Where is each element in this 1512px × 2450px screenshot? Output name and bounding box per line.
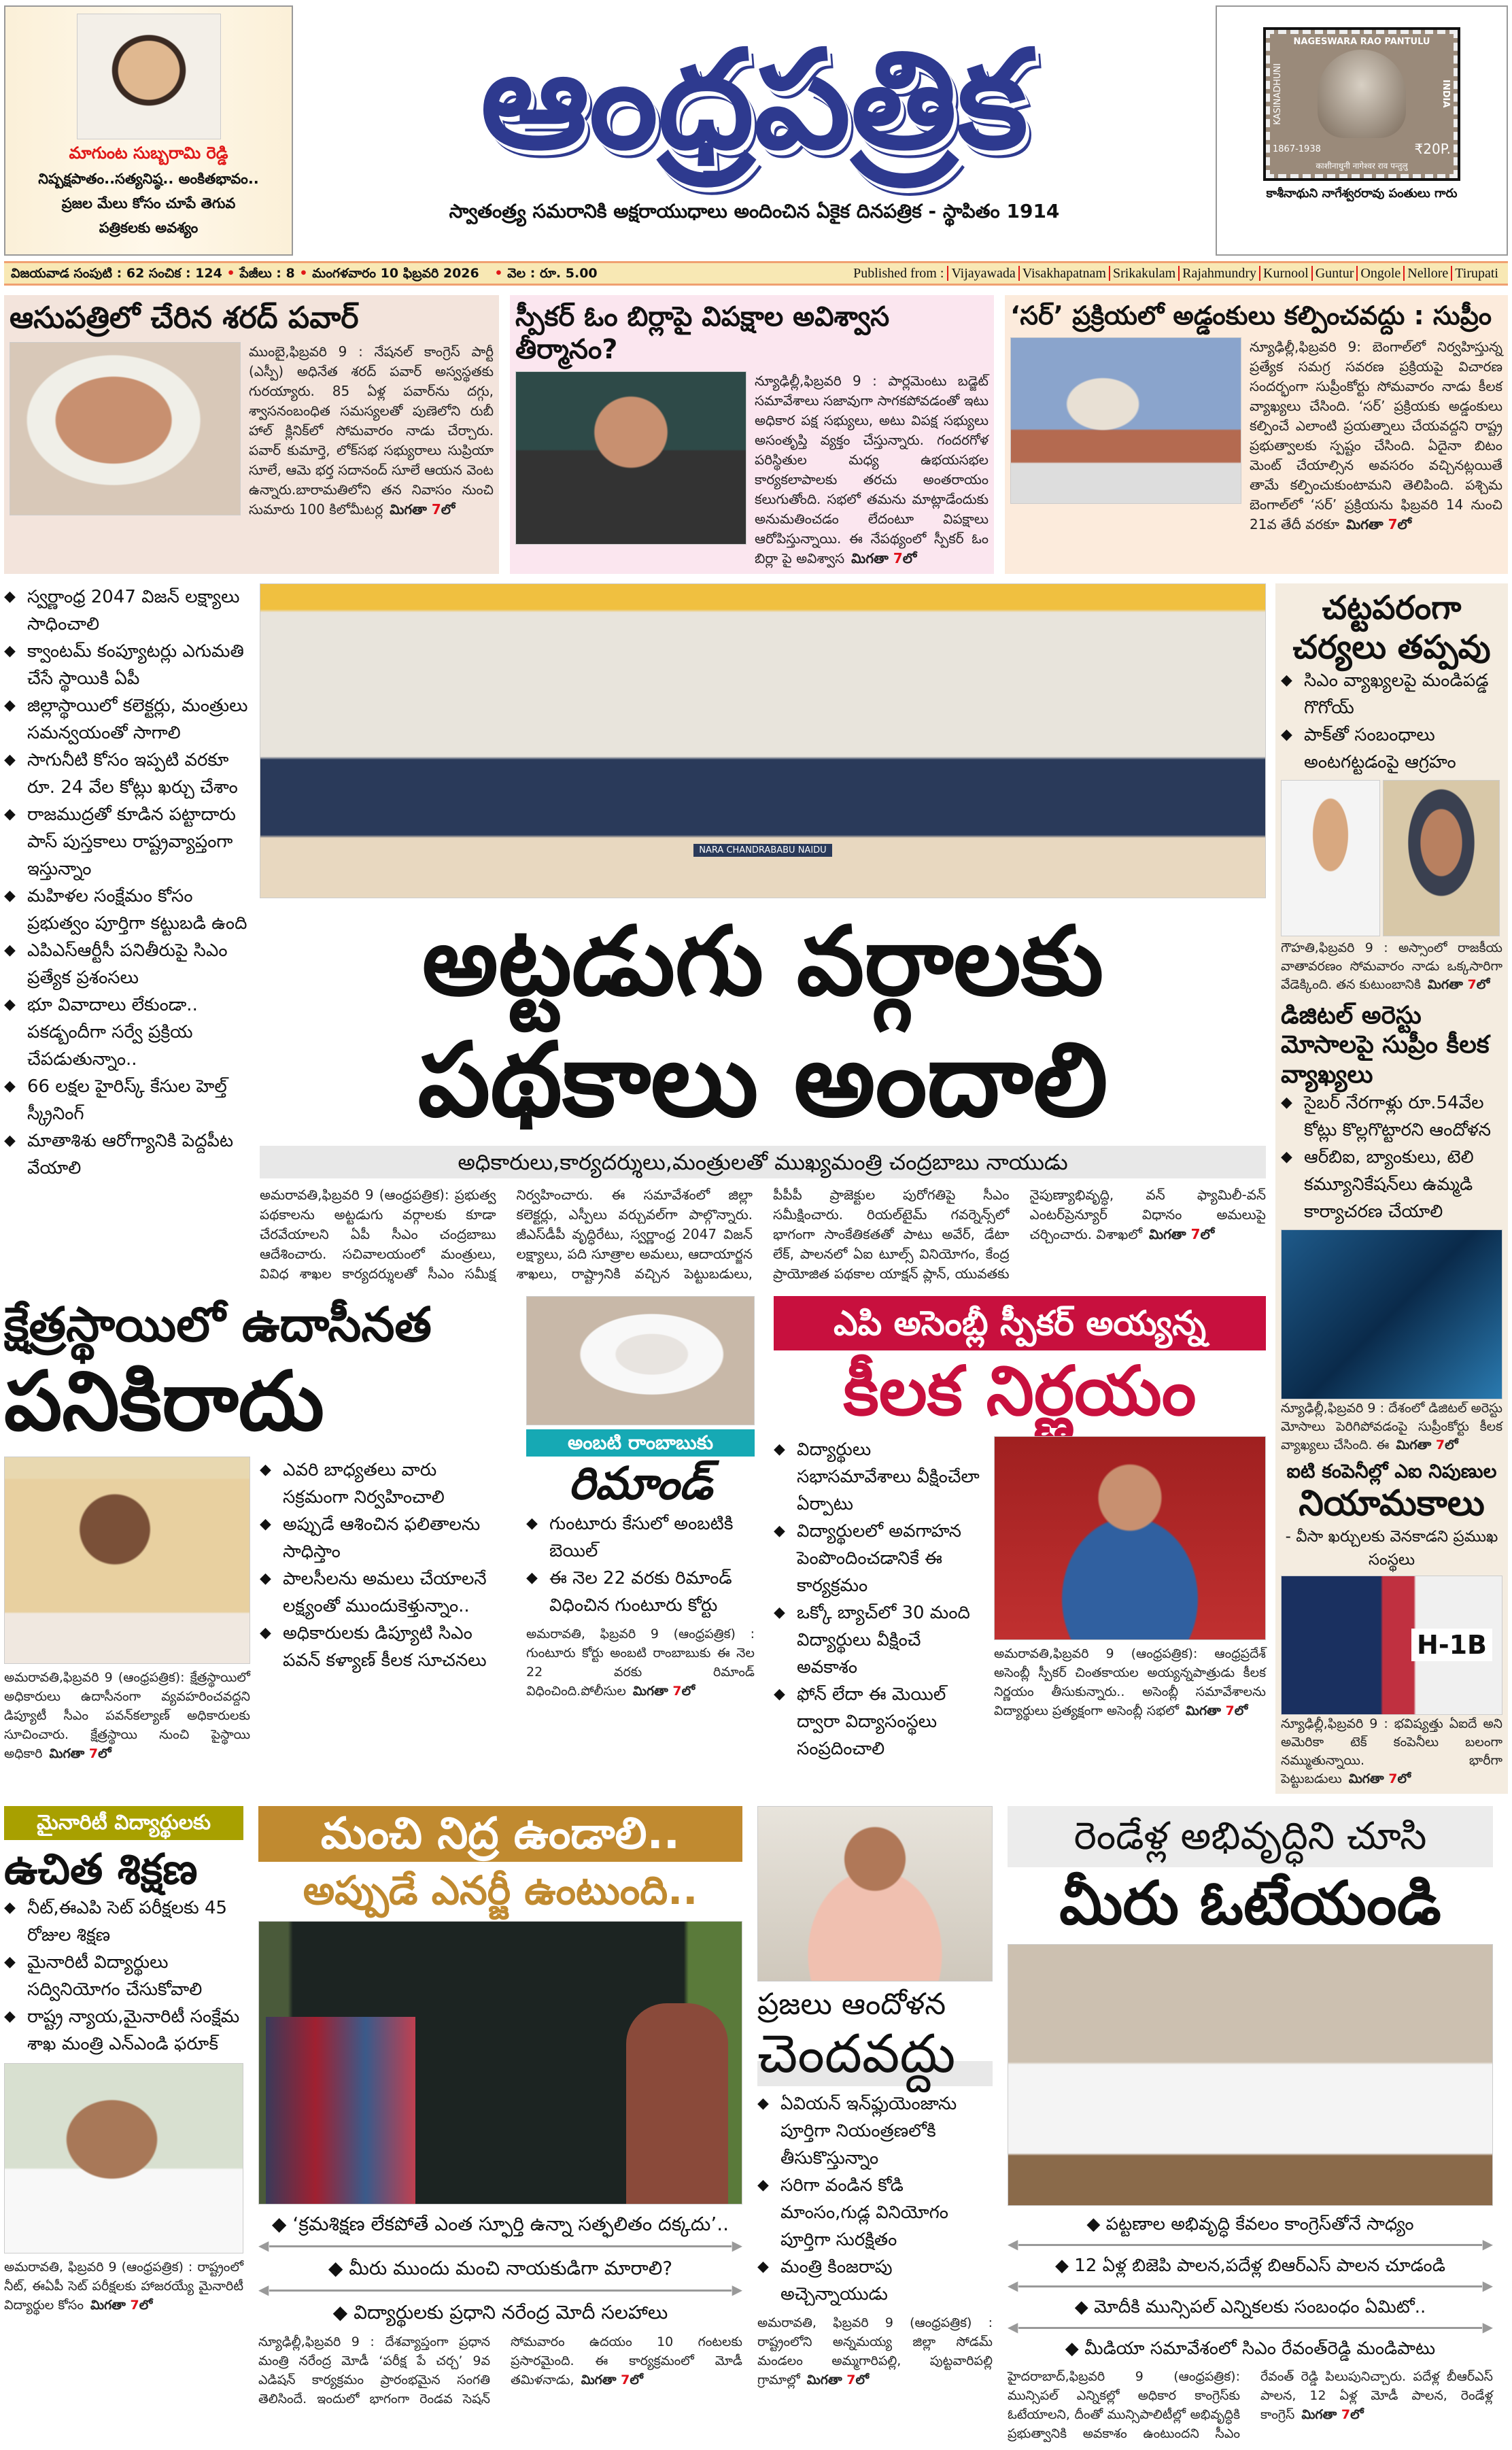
quote-line: ప్రజల మేలు కోసం చూపే తెగువ: [61, 195, 236, 211]
ambati-body: అమరావతి, ఫిబ్రవరి 9 (ఆంధ్రపత్రిక) : గుంటూరు కోర్టు అంబటి రాంబాబుకు ఈ నెల 22 వరకు రిమాండ్ విధించింది.పోలీసుల మిగతా 7లో: [526, 1627, 755, 1699]
bullet-item: ◆ స్వర్ణాంధ్ర 2047 విజన్ లక్ష్యాలు సాధించాలి: [4, 583, 250, 638]
stamp-side-right: INDIA: [1441, 80, 1451, 108]
pages-info: పేజీలు : 8: [239, 266, 295, 281]
main-left: [4, 583, 1266, 1763]
revanth-headline-line1[interactable]: రెండేళ్ల అభివృద్ధిని చూసి: [1008, 1806, 1493, 1867]
story-body: న్యూఢిల్లీ,ఫిబ్రవరి 9: బెంగాల్‌లో నిర్వహిస్తున్న ప్రత్యేక సమగ్ర సవరణ ప్రక్రియపై విచారణ సందర్భంగా సుప్రీంకోర్టు సోమవారం నాడు కీలక వ్యాఖ్యలు చేసింది. ‘సర్’ ప్రక్రియకు అడ్డంకులు కల్పించే ఎలాంటి ప్రయత్నాలు చేయవద్దని రాష్ట్ర ప్రభుత్వాలకు స్పష్టం చేసింది. ఏదైనా బిటం మెంట్ చేయాల్సిన అవసరం వచ్చినట్లయితే తామే కల్పించుకుంటామని తెలిపింది. పశ్చిమ బెంగాల్‌లో ‘సర్’ ప్రక్రియను ఫిబ్రవరి 14 నుంచి 21వ తేదీ వరకూ మిగతా 7లో: [1250, 338, 1502, 532]
pawan-story[interactable]: [4, 1296, 507, 1763]
continued-link[interactable]: మిగతా 7లో: [49, 1746, 111, 1761]
ai-hiring-body: న్యూఢిల్లీ,ఫిబ్రవరి 9 : భవిష్యత్తు ఏఐదే అని అమెరికా టెక్ కంపెనీలు బలంగా నమ్ముతున్నాయి. భారీగా పెట్టుబడులు మిగతా 7లో: [1281, 1716, 1502, 1786]
modi-figure: [626, 2003, 728, 2204]
ai-hiring-kicker: ఐటి కంపెనీల్లో ఎఐ నిపుణుల: [1286, 1459, 1497, 1482]
continued-link[interactable]: మిగతా 7లో: [1396, 1437, 1458, 1452]
price: వెల : రూ. 5.00: [507, 266, 598, 281]
minority-banner: మైనారిటీ విద్యార్థులకు: [4, 1806, 243, 1840]
bullet-item: ◆ విద్యార్థులలో అవగాహన పెంపొందించడానికే ఈ కార్యక్రమం: [774, 1518, 986, 1599]
stamp-top-text: NAGESWARA RAO PANTULU: [1293, 37, 1430, 47]
h1b-visa-photo: [1281, 1576, 1502, 1715]
story-body: న్యూఢిల్లీ,ఫిబ్రవరి 9 : పార్లమెంటు బడ్జెట్ సమావేశాలు సజావుగా సాగకపోవడంతో ఇటు అధికార పక్ష సభ్యులు, అటు విపక్ష సభ్యులు అసంతృప్తి వ్యక్తం చేస్తున్నారు. గందరగోళ పరిస్థితుల మధ్య ఉభయసభల కార్యకలాపాలకు తరచు అంతరాయం కలుగుతోంది. సభలో తమను మాట్లాడేందుకు అనుమతించడం లేదంటూ విపక్షాలు ఆరోపిస్తున్నాయి. ఈ నేపథ్యంలో స్పీకర్ ఓం బిర్లా పై అవిశ్వాస మిగతా 7లో: [755, 373, 989, 566]
header-stamp-panel: [1216, 5, 1508, 256]
bullet-item: ◆ అధికారులకు డిప్యూటి సిఎం పవన్ కళ్యాణ్ కీలక సూచనలు: [260, 1620, 506, 1674]
modi-points: [258, 2210, 742, 2327]
bullet-item: ◆ ఈ నెల 22 వరకు రిమాండ్ విధించిన గుంటూరు కోర్టు: [526, 1565, 755, 1619]
cyber-crime-photo: [1281, 1229, 1502, 1399]
digital-arrest-bullets: [1281, 1089, 1502, 1225]
continued-link[interactable]: మిగతా 7లో: [632, 1684, 695, 1699]
modi-headline[interactable]: అప్పుడే ఎనర్జీ ఉంటుంది..: [303, 1867, 698, 1913]
minority-bullets: [4, 1894, 243, 2058]
ambati-banner: అంబటి రాంబాబుకు: [526, 1429, 755, 1457]
bullet-item: ◆ మైనారిటీ విద్యార్థులు సద్వినియోగం చేసుకోవాలి: [4, 1949, 243, 2003]
continued-link[interactable]: మిగతా 7లో: [806, 2372, 870, 2388]
sharad-pawar-photo: [10, 342, 241, 515]
minority-body: అమరావతి, ఫిబ్రవరి 9 (ఆంధ్రపత్రిక) : రాష్ట్రంలో నీట్, ఈఏపీ సెట్ పరీక్షలకు హాజరయ్యే మైనారిటీ విద్యార్థుల కోసం మిగతా 7లో: [4, 2260, 243, 2313]
birdflu-headline-line1[interactable]: ప్రజలు ఆందోళన: [757, 1986, 946, 2022]
modi-body: న్యూఢిల్లీ,ఫిబ్రవరి 9 : దేశవ్యాప్తంగా ప్రధాన మంత్రి నరేంద్ర మోడీ ‘పరీక్ష పే చర్చ’ 9వ ఎడిషన్ కార్యక్రమం ప్రారంభమైన సంగతి తెలిసిందే. ఇందులో భాగంగా రెండవ సెషన్ సోమవారం ఉదయం 10 గంటలకు ప్రసారమైంది. ఈ కార్యక్రమంలో మోడీ తమిళనాడు, మిగతా 7లో: [258, 2334, 742, 2407]
lead-subhead: అధికారులు,కార్యదర్శులు,మంత్రులతో ముఖ్యమంత్రి చంద్రబాబు నాయుడు: [260, 1146, 1266, 1178]
bottom-row: [4, 1806, 1508, 2444]
point-line: ◆ 12 ఏళ్ల బిజెపి పాలన,పదేళ్ల బిఆర్‌ఎస్ పాలన చూడండి: [1008, 2253, 1493, 2279]
top-story-om-birla[interactable]: [510, 295, 994, 574]
pawan-kalyan-photo: [4, 1457, 250, 1664]
speaker-headline[interactable]: కీలక నిర్ణయం: [843, 1351, 1197, 1431]
portrait-name: మాగుంట సుబ్బరామి రెడ్డి: [69, 143, 228, 163]
lead-body: అమరావతి,ఫిబ్రవరి 9 (ఆంధ్రపత్రిక): ప్రభుత్వ పథకాలను అట్టడుగు వర్గాలకు కూడా చేరవేయాలని ఏపీ సీఎం చంద్రబాబు ఆదేశించారు. సచివాలయంలో మంత్రులు, వివిధ శాఖల కార్యదర్శులతో సీఎం సమీక్ష నిర్వహించారు. ఈ సమావేశంలో జిల్లా కలెక్టర్లు, ఎస్పీలు వర్చువల్‌గా పాల్గొన్నారు. జీఎస్‌డీపీ వృద్ధిరేటు, స్వర్ణాంధ్ర 2047 విజన్ లక్ష్యాలు, పది సూత్రాల అమలు, ఆదాయార్జన శాఖలు, రాష్ట్రానికి వచ్చిన పెట్టుబడులు, పీపీపీ ప్రాజెక్టుల పురోగతిపై సీఎం సమీక్షించారు. రియల్‌టైమ్ గవర్నెన్స్‌లో భాగంగా సాంకేతికతతో పాటు అవేర్, డేటా లేక్, పాలనలో ఏఐ టూల్స్ వినియోగం, కేంద్ర ప్రాయోజిత పథకాల యాక్షన్ ప్లాన్, యువతకు నైపుణ్యాభివృద్ధి, వన్ ఫ్యామిలీ-వన్ ఎంటర్‌ప్రెన్యూర్ విధానం అమలుపై చర్చించారు. విశాఖలో మిగతా 7లో: [260, 1187, 1266, 1282]
bullet-item: ◆ జిల్లాస్థాయిలో కలెక్టర్లు, మంత్రులు సమన్వయంతో సాగాలి: [4, 692, 250, 747]
bullet-item: ◆ 66 లక్షల హైరిస్క్ కేసుల హెల్త్ స్క్రీనింగ్: [4, 1073, 250, 1127]
top-stories: [4, 295, 1508, 574]
bullet-item: ◆ భూ వివాదాలు లేకుండా.. పకడ్బందీగా సర్వే ప్రక్రియ చేపడుతున్నాం..: [4, 991, 250, 1073]
story-headline[interactable]: ఆసుపత్రిలో చేరిన శరద్ పవార్: [10, 301, 359, 335]
speaker-banner: ఎపి అసెంబ్లీ స్పీకర్ అయ్యన్న: [774, 1296, 1266, 1350]
speaker-body: అమరావతి,ఫిబ్రవరి 9 (ఆంధ్రపత్రిక): ఆంధ్రప్రదేశ్ అసెంబ్లీ స్పీకర్ చింతకాయల అయ్యన్నపాత్రుడు కీలక నిర్ణయం తీసుకున్నారు.. అసెంబ్లీ సమావేశాలను విద్యార్థులు ప్రత్యక్షంగా అసెంబ్లీ సభలో మిగతా 7లో: [994, 1646, 1266, 1718]
nameplate: NARA CHANDRABABU NAIDU: [693, 844, 831, 857]
masthead-tagline: స్వాతంత్ర్య సమరానికి అక్షరాయుధాలు అందించిన ఏకైక దినపత్రిక - స్థాపితం 1914: [449, 200, 1060, 222]
point-line: ◆ విద్యార్థులకు ప్రధాని నరేంద్ర మోదీ సలహాలు: [258, 2298, 742, 2327]
supreme-court-photo: [1010, 337, 1241, 504]
bullet-item: ◆ పాలసీలను అమలు చేయాలనే లక్ష్యంతో ముందుకెళ్తున్నాం..: [260, 1565, 506, 1620]
speaker-story[interactable]: [774, 1296, 1266, 1763]
revanth-story[interactable]: [1008, 1806, 1493, 2444]
dot-separator: •: [299, 266, 308, 281]
bullet-item: ◆ సాగునీటి కోసం ఇప్పటి వరకూ రూ. 24 వేల కోట్లు ఖర్చు చేశాం: [4, 747, 250, 801]
bullet-item: ◆ మాతాశిశు ఆరోగ్యానికి పెద్దపీట వేయాలి: [4, 1127, 250, 1182]
city-name: Guntur: [1311, 266, 1357, 281]
bullet-item: ◆ ఆర్‌బిఐ, బ్యాంకులు, టెలి కమ్యూనికేషన్‌లు ఉమ్మడి కార్యాచరణ చేయాలి: [1281, 1144, 1502, 1225]
h1b-label: H-1B: [1411, 1629, 1492, 1661]
bullet-item: ◆ క్వాంటమ్ కంప్యూటర్లు ఎగుమతి చేసే స్థాయికి ఏపీ: [4, 638, 250, 692]
digital-arrest-body: న్యూఢిల్లీ,ఫిబ్రవరి 9 : దేశంలో డిజిటల్ అరెస్టు మోసాలు పెరిగిపోవడంపై సుప్రీంకోర్టు కీలక వ్యాఖ్యలు చేసింది. ఈ మిగతా 7లో: [1281, 1400, 1502, 1452]
om-birla-photo: [515, 371, 746, 545]
ai-hiring-subhead: - వీసా ఖర్చులకు వెనకాడని ప్రముఖ సంస్థలు: [1285, 1527, 1498, 1569]
quote-line: నిష్పక్షపాతం..సత్యనిష్ఠ.. అంకితభావం..: [38, 171, 259, 187]
minority-headline[interactable]: ఉచిత శిక్షణ: [4, 1843, 198, 1894]
lead-headline-line2[interactable]: పథకాలు అందాలి: [417, 1021, 1108, 1140]
bullet-item: ◆ గుంటూరు కేసులో అంబటికి బెయిల్: [526, 1510, 755, 1565]
city-name: Visakhapatnam: [1018, 266, 1109, 281]
arrow-divider: [1018, 2327, 1482, 2329]
ayyanna-photo: [994, 1436, 1266, 1640]
bullet-item: ◆ ఒక్కో బ్యాచ్‌లో 30 మంది విద్యార్థులు వీక్షించే అవకాశం: [774, 1599, 986, 1681]
gogoi-headline[interactable]: చట్టపరంగా చర్యలు తప్పవు: [1292, 589, 1491, 666]
bullet-item: ◆ ఎవరి బాధ్యతలు వారు సక్రమంగా నిర్వహించాలి: [260, 1457, 506, 1511]
dot-separator: •: [226, 266, 235, 281]
continued-link[interactable]: మిగతా 7లో: [1148, 1226, 1215, 1242]
bullet-item: ◆ రాష్ట్ర న్యాయ,మైనారిటీ సంక్షేమ శాఖ మంత్రి ఎన్‌ఎండి ఫరూక్: [4, 2003, 243, 2058]
bullet-item: ◆ విద్యార్థులు సభాసమావేశాలు వీక్షించేలా ఏర్పాటు: [774, 1436, 986, 1518]
lead-bullets: [4, 583, 250, 1182]
pawan-bullets: [260, 1457, 506, 1674]
edition-info: విజయవాడ సంపుటి : 62 సంచిక : 124: [11, 266, 222, 281]
lead-headline-line1[interactable]: అట్టడుగు వర్గాలకు: [422, 906, 1104, 1017]
stamp-hindi-text: काशीनाधुनी नागेश्वर राव पन्तुलु: [1316, 161, 1408, 171]
lead-story[interactable]: [260, 583, 1266, 1284]
ai-hiring-headline[interactable]: నియామకాలు: [1299, 1483, 1485, 1525]
bullet-item: ◆ పాక్‌తో సంబంధాలు అంటగట్టడంపై ఆగ్రహం: [1281, 721, 1502, 776]
stamp-caption: కాశీనాథుని నాగేశ్వరరావు పంతులు గారు: [1266, 186, 1458, 201]
story-body: ముంబై,ఫిబ్రవరి 9 : నేషనల్ కాంగ్రెస్ పార్టీ (ఎస్పీ) అధినేత శరద్ పవార్ అస్వస్థతకు గురయ్యారు. 85 ఏళ్ల పవార్‌ను దగ్గు, శ్వాసనంబంధిత సమస్యలతో పుణెలోని రుబీ హాల్ క్లినిక్‌లో సోమవారం నాడు చేర్చారు. పవార్ కుమార్తె, లోక్‌సభ సభ్యురాలు సుప్రియా సూలే, ఆమె భర్త సదానంద్ సూలే ఆయన వెంట ఉన్నారు.బారామతిలోని తన నివాసం నుంచి సుమారు 100 కిలోమీటర్ల మిగతా 7లో: [249, 343, 494, 517]
city-name: Rajahmundry: [1178, 266, 1259, 281]
stamp-image: [1263, 27, 1460, 181]
published-label: Published from :: [853, 266, 944, 281]
modi-story[interactable]: [258, 1806, 742, 2409]
continued-link[interactable]: మిగతా 7లో: [1301, 2407, 1364, 2423]
bullet-item: ◆ ఫోన్ లేదా ఈ మెయిల్ ద్వారా విద్యాసంస్థలు సంప్రదించాలి: [774, 1681, 986, 1763]
gogoi-bullets: [1281, 667, 1502, 776]
story-headline[interactable]: స్పీకర్ ఓం బిర్లాపై విపక్షాల అవిశ్వాస తీర్మానం?: [515, 301, 890, 365]
stamp-years: 1867-1938: [1273, 143, 1321, 154]
bullet-item: ◆ ఎపిఎస్ఆర్టీసీ పనితీరుపై సిఎం ప్రత్యేక ప్రశంసలు: [4, 937, 250, 991]
revanth-body: హైదరాబాద్,ఫిబ్రవరి 9 (ఆంధ్రపత్రిక): మున్సిపల్ ఎన్నికల్లో అధికార కాంగ్రెస్‌కు ఓటేయాలని, దీంతో మున్సిపాలిటీల్లో అభివృద్ధికి ప్రభుత్వానికి అవకాశం ఉంటుందని సీఎం రేవంత్ రెడ్డి పిలుపునిచ్చారు. పదేళ్ల బీఆర్ఎస్ పాలన, 12 ఏళ్ల మోడీ పాలన, రెండేళ్ల కాంగ్రెస్ మిగతా 7లో: [1008, 2369, 1493, 2442]
pariksha-pe-charcha-photo: [258, 1921, 742, 2205]
gaurav-gogoi-photo: [1281, 780, 1380, 936]
modi-banner: మంచి నిద్ర ఉండాలి..: [258, 1806, 742, 1862]
ambati-bullets: [526, 1510, 755, 1619]
revanth-press-meet-photo: [1008, 1944, 1493, 2206]
bullet-item: ◆ మహిళల సంక్షేమం కోసం ప్రభుత్వం పూర్తిగా కట్టుబడి ఉంది: [4, 883, 250, 937]
point-line: ◆ మీడియా సమావేశంలో సిఎం రేవంత్‌రెడ్డి మండిపాటు: [1008, 2336, 1493, 2362]
atchannaidu-photo: [757, 1806, 993, 1981]
point-line: ◆ మీరు ముందు మంచి నాయకుడిగా మారాలి?: [258, 2254, 742, 2283]
bullet-item: ◆ మంత్రి కింజరాపు అచ్చెన్నాయుడు: [757, 2253, 993, 2308]
digital-arrest-headline[interactable]: డిజిటల్ అరెస్టు మోసాలపై సుప్రీం కీలక వ్యాఖ్యలు: [1281, 1002, 1490, 1089]
city-name: Kurnool: [1259, 266, 1311, 281]
minority-story[interactable]: [4, 1806, 243, 2315]
arrow-divider: [269, 2245, 732, 2247]
dot-separator: •: [494, 266, 503, 281]
top-story-supreme-court[interactable]: [1005, 295, 1508, 574]
revanth-points: [1008, 2211, 1493, 2362]
header: [4, 5, 1508, 256]
bullet-item: ◆ ఏవియన్ ఇన్‌ఫ్లుయెంజాను పూర్తిగా నియంత్రణలోకి తీసుకొస్తున్నాం: [757, 2090, 993, 2172]
city-name: Srikakulam: [1109, 266, 1178, 281]
himanta-photo: [1383, 780, 1500, 936]
published-from: [853, 263, 1501, 284]
right-column: [1275, 583, 1508, 1794]
arrow-divider: [1018, 2285, 1482, 2287]
story-headline[interactable]: ‘సర్’ ప్రక్రియలో అడ్డంకులు కల్పించవద్దు : సుప్రీం: [1010, 301, 1492, 330]
gogoi-photos: [1281, 780, 1502, 936]
masthead-logo: ఆంధ్రపత్రిక: [480, 21, 1029, 180]
city-name: Vijayawada: [947, 266, 1018, 281]
farooq-photo: [4, 2063, 243, 2253]
continued-link[interactable]: మిగతా 7లో: [851, 550, 917, 566]
bullet-item: ◆ సిఎం వ్యాఖ్యలపై మండిపడ్డ గొగోయ్: [1281, 667, 1502, 721]
issue-info: [11, 263, 598, 284]
point-line: ◆ మోదీకి మున్సిపల్ ఎన్నికలకు సంబంధం ఏమిటో..: [1008, 2294, 1493, 2320]
stamp-portrait: [1318, 50, 1406, 138]
continued-link[interactable]: మిగతా 7లో: [581, 2372, 643, 2388]
header-left-panel: [4, 5, 293, 256]
bullet-item: ◆ నీట్,ఈఎపి సెట్ పరీక్షలకు 45 రోజుల శిక్షణ: [4, 1894, 243, 1949]
pawan-headline-line2[interactable]: పనికిరాదు: [4, 1355, 324, 1449]
stamp-value: ₹20P.: [1414, 141, 1451, 157]
cm-meeting-photo: [260, 583, 1266, 898]
continued-link[interactable]: మిగతా 7లో: [90, 2298, 153, 2313]
students-group: [266, 2017, 415, 2204]
city-name: Nellore: [1403, 266, 1451, 281]
bullet-item: ◆ అప్పుడే ఆశించిన ఫలితాలను సాధిస్తాం: [260, 1511, 506, 1565]
issue-date: మంగళవారం 10 ఫిబ్రవరి 2026: [312, 266, 479, 281]
point-line: ◆ పట్టణాల అభివృద్ధి కేవలం కాంగ్రెస్‌తోనే సాధ్యం: [1008, 2211, 1493, 2237]
continued-link[interactable]: మిగతా 7లో: [1185, 1703, 1248, 1718]
main-area: [4, 583, 1508, 1794]
pawan-headline-line1[interactable]: క్షేత్రస్థాయిలో ఉదాసీనత: [4, 1297, 432, 1352]
continued-link[interactable]: మిగతా 7లో: [1348, 1771, 1411, 1786]
continued-link[interactable]: మిగతా 7లో: [390, 500, 456, 517]
birdflu-story[interactable]: [757, 1806, 993, 2389]
pawan-body: అమరావతి,ఫిబ్రవరి 9 (ఆంధ్రపత్రిక): క్షేత్రస్థాయిలో అధికారులు ఉదాసీనంగా వ్యవహరించవద్దని డిప్యూటీ సీఎం పవన్‌కల్యాణ్ అధికారులకు సూచించారు. క్షేత్రస్థాయి నుంచి పైస్థాయి అధికారి మిగతా 7లో: [4, 1670, 250, 1761]
continued-link[interactable]: మిగతా 7లో: [1427, 977, 1490, 993]
city-name: Tirupati: [1451, 266, 1501, 281]
birdflu-bullets: [757, 2090, 993, 2308]
arrow-divider: [1018, 2244, 1482, 2246]
revanth-headline-line2[interactable]: మీరు ఓటేయండి: [1059, 1867, 1441, 1938]
gogoi-body: గౌహతి,ఫిబ్రవరి 9 : అస్సాంలో రాజకీయ వాతావరణం సోమవారం నాడు ఒక్కసారిగా వేడెక్కింది. తన కుటుంబానికి మిగతా 7లో: [1281, 940, 1502, 993]
continued-link[interactable]: మిగతా 7లో: [1345, 515, 1412, 532]
bullet-item: ◆ సైబర్ నేరగాళ్లు రూ.54వేల కోట్లు కొల్లగొట్టారని ఆందోళన: [1281, 1089, 1502, 1144]
ambati-headline[interactable]: రిమాండ్: [568, 1457, 712, 1510]
birdflu-headline-line2[interactable]: చెందవద్దు: [757, 2023, 993, 2087]
bullet-item: ◆ సరిగా వండిన కోడి మాంసం,గుడ్ల వినియోగం పూర్తిగా సురక్షితం: [757, 2172, 993, 2253]
portrait-photo: [77, 14, 221, 139]
bullet-item: ◆ రాజముద్రతో కూడిన పట్టాదారు పాస్ పుస్తకాలు రాష్ట్రవ్యాప్తంగా ఇస్తున్నాం: [4, 801, 250, 883]
ambati-story[interactable]: [526, 1296, 755, 1701]
speaker-bullets: [774, 1436, 986, 1763]
birdflu-body: అమరావతి, ఫిబ్రవరి 9 (ఆంధ్రపత్రిక) : రాష్ట్రంలోని అన్నమయ్య జిల్లా సోడమ్ మండలం అమ్మగారిపల్లి, పుట్టవారిపల్లి గ్రామాల్లో మిగతా 7లో: [757, 2315, 993, 2388]
info-bar: [4, 261, 1508, 286]
masthead: [306, 5, 1203, 227]
ambati-photo: [526, 1296, 755, 1425]
point-line: ◆ ‘క్రమశిక్షణ లేకపోతే ఎంత స్ఫూర్తి ఉన్నా సత్ఫలితం దక్కదు’..: [258, 2210, 742, 2239]
quote-line: పత్రికలకు అవశ్యం: [99, 220, 199, 236]
stamp-side-left: KASINADHUNI: [1273, 63, 1283, 125]
arrow-divider: [269, 2290, 732, 2292]
city-name: Ongole: [1356, 266, 1403, 281]
top-story-pawar[interactable]: [4, 295, 499, 574]
